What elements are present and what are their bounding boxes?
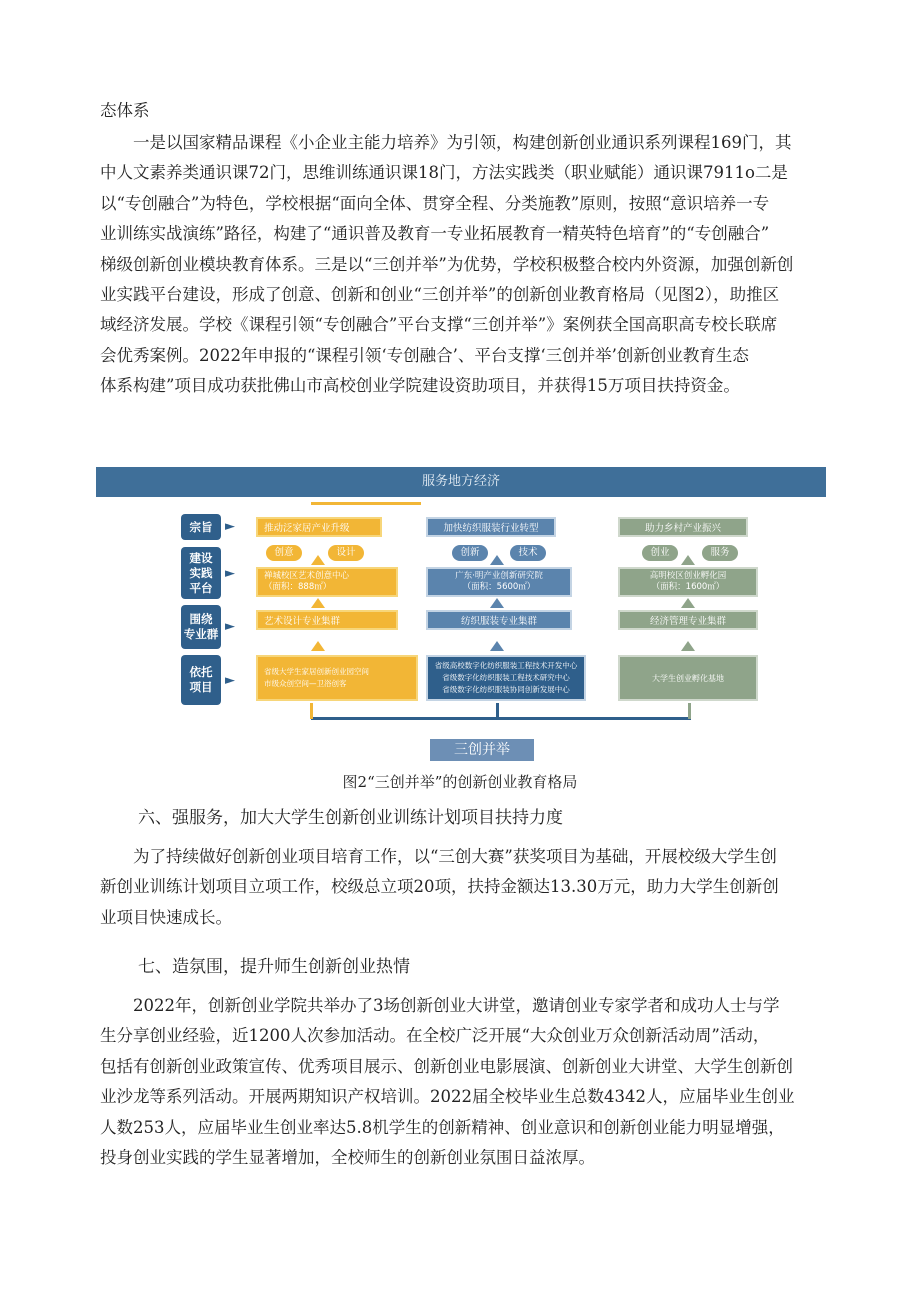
figure-sanchuang-diagram: [96, 467, 826, 762]
blue-project-box: 省级高校数字化纺织服装工程技术开发中心 省级数字化纺织服装工程技术研究中心 省级数字化纺织服装协同创新发展中心: [426, 655, 586, 701]
text-line: 新创业训练计划项目立项工作，校级总立项20项，扶持金额达13.30万元，助力大学生创新创: [100, 877, 779, 897]
connector-line: [310, 703, 313, 719]
blue-goal-box: 加快纺织服装行业转型: [426, 517, 556, 537]
up-arrow-icon: [311, 641, 325, 651]
pill-service: 服务: [702, 545, 738, 561]
arrow-right-icon: ►: [225, 566, 235, 581]
arrow-right-icon: ►: [225, 673, 235, 688]
arrow-right-icon: ►: [225, 519, 235, 534]
text-line: 域经济发展。学校《课程引领“专创融合”平台支撑“三创并举”》案例获全国高职高专校长联席: [100, 315, 778, 335]
text-line: 一是以国家精品课程《小企业主能力培养》为引领，构建创新创业通识系列课程169门，其: [133, 133, 792, 152]
blue-platform-box: 广东·明产业创新研究院 （面积：5600㎡）: [426, 567, 572, 597]
yellow-goal-box: 推动泛家居产业升级: [256, 517, 382, 537]
pill-entrepreneurship: 创业: [642, 545, 678, 561]
up-arrow-icon: [681, 641, 695, 651]
text-line: 生分享创业经验，近1200人次参加活动。在全校广泛开展“大众创业万众创新活动周”活动，: [100, 1026, 770, 1046]
connector-line: [311, 502, 421, 505]
connector-line: [688, 703, 691, 719]
paragraph-atmosphere: [100, 991, 825, 1173]
pill-innovation: 创新: [452, 545, 488, 561]
yellow-cluster-box: 艺术设计专业集群: [256, 610, 398, 630]
blue-cluster-box: 纺织服装专业集群: [426, 610, 572, 630]
section-heading-6: 六、强服务，加大大学生创新创业训练计划项目扶持力度: [138, 808, 563, 828]
label-platform: [181, 547, 221, 599]
up-arrow-icon: [490, 641, 504, 651]
arrow-right-icon: ►: [225, 619, 235, 634]
text-line: 业实践平台建设，形成了创意、创新和创业“三创并举”的创新创业教育格局（见图2），助推区: [100, 285, 780, 305]
paragraph-training-program: [100, 842, 825, 933]
text-line: 中人文素养类通识课72门，思维训练通识课18门，方法实践类（职业赋能）通识课7911o二是: [100, 163, 788, 183]
label-cluster-text: 围绕 专业群: [183, 612, 219, 641]
text-line: 投身创业实践的学生显著增加，全校师生的创新创业氛围日益浓厚。: [100, 1148, 595, 1168]
label-goal-text: 宗旨: [189, 519, 213, 534]
text-line: 2022年，创新创业学院共举办了3场创新创业大讲堂，邀请创业专家学者和成功人士与学: [133, 996, 780, 1015]
text-line: 业沙龙等系列活动。开展两期知识产权培训。2022届全校毕业生总数4342人，应届毕业生创业: [100, 1087, 795, 1107]
green-goal-box: 助力乡村产业振兴: [618, 517, 748, 537]
up-arrow-icon: [311, 598, 325, 608]
text-line: 人数253人，应届毕业生创业率达5.8机学生的创新精神、创业意识和创新创业能力明显增强，: [100, 1117, 785, 1137]
figure-caption: 图2“三创并举”的创新创业教育格局: [342, 773, 578, 791]
label-platform-text: 建设 实践 平台: [189, 550, 213, 595]
label-project: [181, 655, 221, 705]
paragraph-curriculum: [100, 128, 825, 402]
text-line: 梯级创新创业模块教育体系。三是以“三创并举”为优势，学校积极整合校内外资源，加强创新创: [100, 254, 794, 274]
pill-design: 设计: [328, 545, 364, 561]
yellow-project-box: 省级大学生家居创新创业园空间 市级众创空间—卫浴创客: [256, 655, 418, 701]
connector-line: [311, 717, 691, 720]
up-arrow-icon: [681, 598, 695, 608]
bottom-label-sanchuang: 三创并举: [430, 739, 534, 761]
text-line: 体系构建”项目成功获批佛山市高校创业学院建设资助项目，并获得15万项目扶持资金。: [100, 376, 740, 396]
label-cluster: [181, 605, 221, 649]
label-goal: [181, 514, 221, 540]
text-line: 为了持续做好创新创业项目培育工作，以“三创大赛”获奖项目为基础，开展校级大学生创: [133, 847, 777, 866]
text-line: 业项目快速成长。: [100, 907, 232, 927]
up-arrow-icon: [311, 555, 325, 565]
green-project-box: 大学生创业孵化基地: [618, 655, 758, 701]
text-line: 包括有创新创业政策宣传、优秀项目展示、创新创业电影展演、创新创业大讲堂、大学生创新创: [100, 1056, 793, 1076]
paragraph-intro-end: [100, 96, 825, 126]
up-arrow-icon: [681, 555, 695, 565]
text-line: 以“专创融合”为特色，学校根据“面向全体、贯穿全程、分类施教”原则，按照“意识培养一专: [100, 193, 770, 213]
yellow-platform-box: 禅城校区艺术创意中心 （面积：888㎡）: [256, 567, 398, 597]
up-arrow-icon: [490, 598, 504, 608]
section-heading-7: 七、造氛围，提升师生创新创业热情: [138, 957, 410, 977]
green-platform-box: 高明校区创业孵化园 （面积：1600㎡）: [618, 567, 758, 597]
text-line: 会优秀案例。2022年申报的“课程引领‘专创融合’、平台支撑‘三创并举’创新创业教育生态: [100, 345, 749, 365]
text-line: 业训练实战演练”路径，构建了“通识普及教育一专业拓展教育一精英特色培育”的“专创融合”: [100, 224, 770, 244]
green-cluster-box: 经济管理专业集群: [618, 610, 758, 630]
text-line: 态体系: [100, 101, 150, 120]
connector-line: [496, 703, 499, 719]
banner-serve-local-economy: 服务地方经济: [96, 467, 826, 497]
pill-technology: 技术: [510, 545, 546, 561]
label-project-text: 依托 项目: [189, 665, 213, 694]
up-arrow-icon: [490, 555, 504, 565]
pill-creativity: 创意: [266, 545, 302, 561]
